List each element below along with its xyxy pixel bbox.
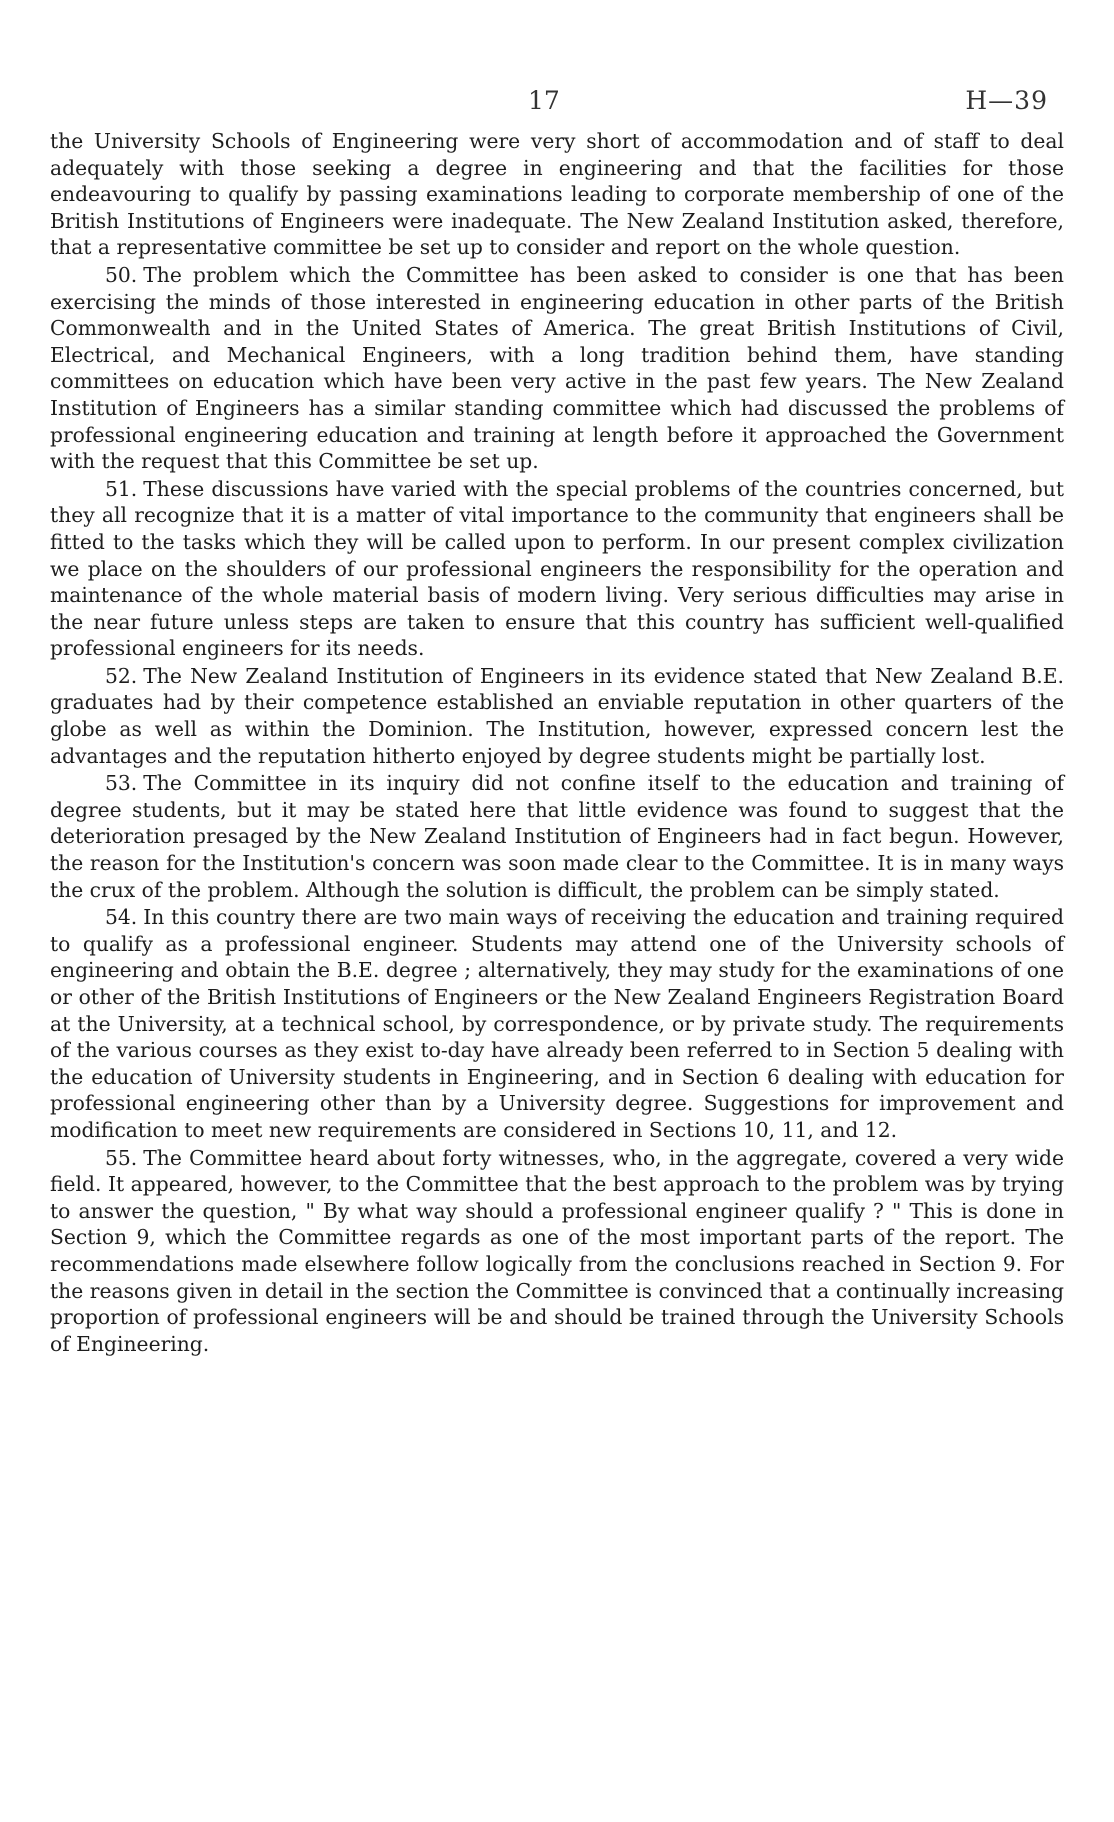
paragraph-50 [50, 262, 1064, 475]
paragraph-number: 53. [105, 771, 138, 796]
paragraph-54 [50, 904, 1064, 1143]
paragraph-text: The Committee heard about forty witnesses, who, in the aggregate, covered a very wide field. It appeared, however, to the Committee that the best approach to the problem was by trying to answer the question, " By what way should a professional engineer qualify ? " This is done in Section 9, which the Committee regards as one of the most important parts of the report. The recommendations made elsewhere follow logically from the conclusions reached in Section 9. For the reasons given in detail in the section the Committee is convinced that a continually increasing proportion of professional engineers will be and should be trained through the University Schools of Engineering. [50, 1145, 1064, 1356]
page-header [0, 86, 1114, 120]
paragraph-number: 51. [105, 476, 138, 501]
paragraph-text: In this country there are two main ways of receiving the education and training required to qualify as a professional engineer. Students may attend one of the University schools of engineering and obtain the B.E. degree ; alternatively, they may study for the examinations of one or other of the British Institutions of Engineers or the New Zealand Engineers Registration Board at the University, at a technical school, by correspondence, or by private study. The requirements of the various courses as they exist to-day have already been referred to in Section 5 dealing with the education of University students in Engineering, and in Section 6 dealing with education for professional engineering other than by a University degree. Suggestions for improvement and modification to meet new requirements are considered in Sections 10, 11, and 12. [50, 905, 1064, 1142]
paragraph-text: The problem which the Committee has been asked to consider is one that has been exercising the minds of those interested in engineering education in other parts of the British Commonwealth and in the United States of America. The great British Institutions of Civil, Electrical, and Mechanical Engineers, with a long tradition behind them, have standing committees on education which have been very active in the past few years. The New Zealand Institution of Engineers has a similar standing committee which had discussed the problems of professional engineering education and training at length before it approached the Government with the request that this Committee be set up. [50, 262, 1064, 474]
body-text [50, 128, 1064, 1358]
paragraph-51 [50, 476, 1064, 662]
paragraph-53 [50, 770, 1064, 903]
paragraph-continued [50, 128, 1064, 261]
paragraph-number: 50. [105, 262, 138, 287]
paragraph-55 [50, 1145, 1064, 1358]
page-number: 17 [528, 86, 560, 115]
paragraph-number: 55. [105, 1145, 138, 1170]
paragraph-text: The New Zealand Institution of Engineers in its evidence stated that New Zealand B.E. graduates had by their competence established an enviable reputation in other quarters of the globe as well as within the Dominion. The Institution, however, expressed concern lest the advantages and the reputation hitherto enjoyed by degree students might be partially lost. [50, 663, 1064, 768]
paragraph-number: 52. [105, 663, 138, 688]
paragraph-text: The Committee in its inquiry did not confine itself to the education and training of degree students, but it may be stated here that little evidence was found to suggest that the deterioration presaged by the New Zealand Institution of Engineers had in fact begun. However, the reason for the Institution's concern was soon made clear to the Committee. It is in many ways the crux of the problem. Although the solution is difficult, the problem can be simply stated. [50, 771, 1064, 902]
paragraph-text: the University Schools of Engineering were very short of accommodation and of staff to deal adequately with those seeking a degree in engineering and that the facilities for those endeavouring to qualify by passing examinations leading to corporate membership of one of the British Institutions of Engineers were inadequate. The New Zealand Institution asked, therefore, that a representative committee be set up to consider and report on the whole question. [50, 129, 1064, 260]
paragraph-number: 54. [105, 905, 138, 930]
paragraph-52 [50, 663, 1064, 769]
paragraph-text: These discussions have varied with the special problems of the countries concerned, but they all recognize that it is a matter of vital importance to the community that engineers shall be fitted to the tasks which they will be called upon to perform. In our present complex civilization we place on the shoulders of our professional engineers the responsibility for the operation and maintenance of the whole material basis of modern living. Very serious difficulties may arise in the near future unless steps are taken to ensure that this country has sufficient well-qualified professional engineers for its needs. [50, 476, 1064, 661]
document-reference: H—39 [965, 86, 1048, 115]
